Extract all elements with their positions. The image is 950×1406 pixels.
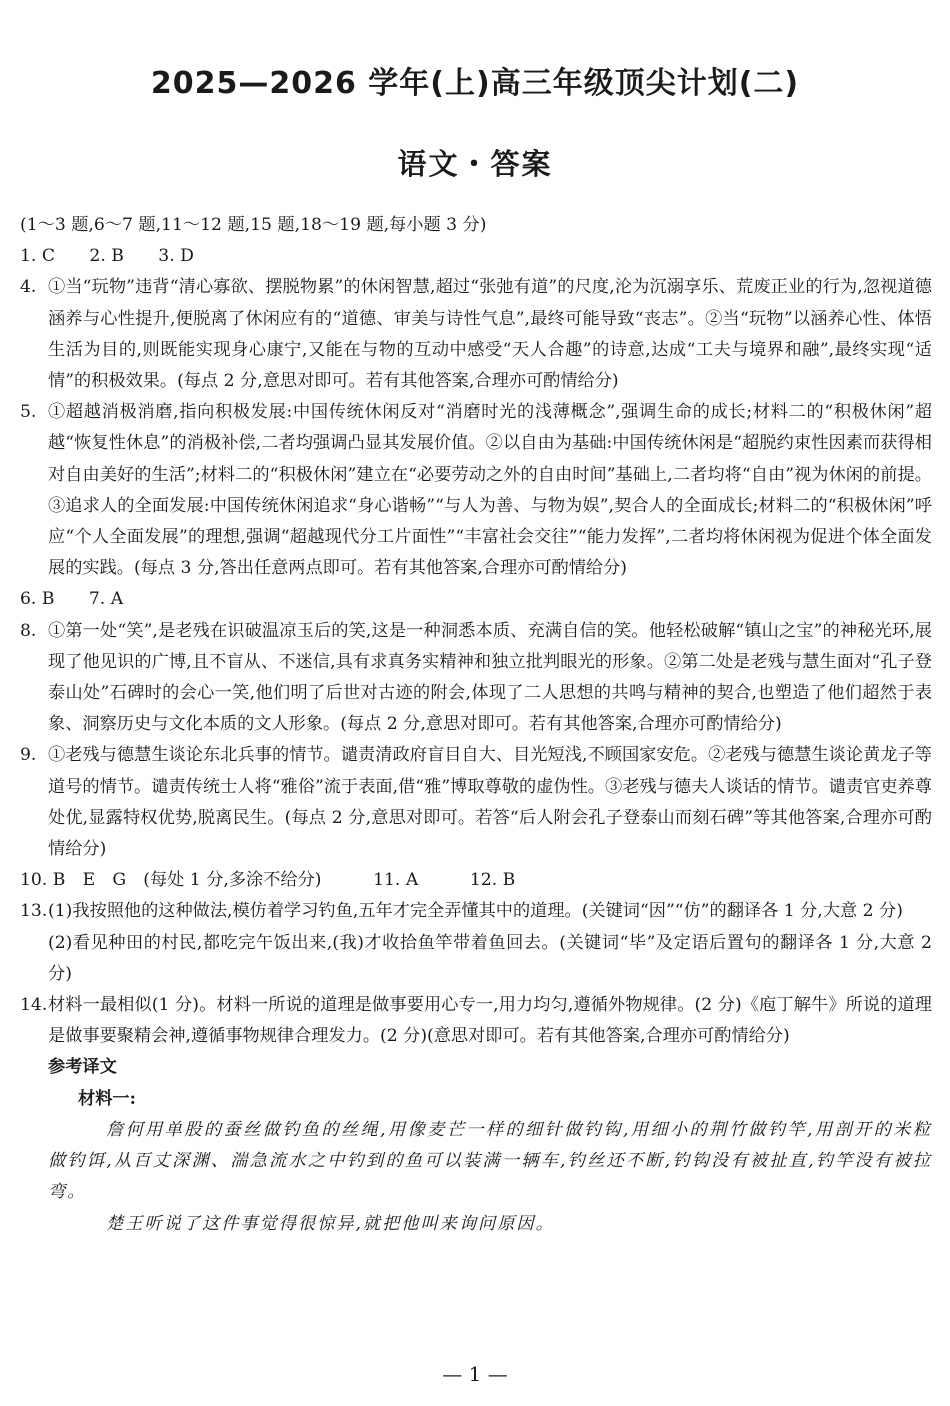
- question-number: 13.: [20, 901, 48, 922]
- answer-q9: [20, 740, 932, 865]
- answer-text: ①超越消极消磨,指向积极发展:中国传统休闲反对“消磨时光的浅薄概念”,强调生命的成长;材料二的“积极休闲”超越“恢复性休息”的消极补偿,二者均强调凸显其发展价值。②以自由为基础:中国传统休闲是“超脱约束性因素而获得相对自由美好的生活”;材料二的“积极休闲”建立在“必要劳动之外的自由时间”基础上,二者均将“自由”视为休闲的前提。③追求人的全面发展:中国传统休闲追求“身心谐畅”“与人为善、与物为娱”,契合人的全面成长;材料二的“积极休闲”呼应“个人全面发展”的理想,强调“超越现代分工片面性”“丰富社会交往”“能力发挥”,二者均将休闲视为促进个体全面发展的实践。(每点 3 分,答出任意两点即可。若有其他答案,合理亦可酌情给分): [48, 402, 932, 579]
- answer-q13-part1: (1)我按照他的这种做法,模仿着学习钓鱼,五年才完全弄懂其中的道理。(关键词“因”“仿”的翻译各 1 分,大意 2 分): [48, 901, 903, 922]
- answer-text: ①当“玩物”违背“清心寡欲、摆脱物累”的休闲智慧,超过“张弛有道”的尺度,沦为沉溺享乐、荒废正业的行为,忽视道德涵养与心性提升,便脱离了休闲应有的“道德、审美与诗性气息”,最终可能导致“丧志”。②当“玩物”以涵养心性、体悟生活为目的,则既能实现身心康宁,又能在与物的互动中感受“天人合趣”的诗意,达成“工夫与境界和融”,最终实现“适情”的积极效果。(每点 2 分,意思对即可。若有其他答案,合理亦可酌情给分): [48, 277, 932, 392]
- question-number: 9.: [20, 745, 37, 766]
- translation-material-label: 材料一:: [78, 1088, 136, 1109]
- score-note: (1～3 题,6～7 题,11～12 题,15 题,18～19 题,每小题 3 分): [20, 215, 487, 235]
- translation-paragraph: 詹何用单股的蚕丝做钓鱼的丝绳,用像麦芒一样的细针做钓钩,用细小的荆竹做钓竿,用剖开的米粒做钓饵,从百丈深渊、湍急流水之中钓到的鱼可以装满一辆车,钓丝还不断,钓钩没有被扯直,钓竿没有被拉弯。: [48, 1119, 932, 1203]
- answer-text: 材料一最相似(1 分)。材料一所说的道理是做事要用心专一,用力均匀,遵循外物规律。(2 分)《庖丁解牛》所说的道理是做事要聚精会神,遵循事物规律合理发力。(2 分)(意思对即可。若有其他答案,合理亦可酌情给分): [48, 995, 932, 1047]
- page-title: 2025—2026 学年(上)高三年级顶尖计划(二): [150, 66, 800, 101]
- answer-q13: [20, 896, 932, 990]
- answer-q4: [20, 272, 932, 397]
- answer-q8: [20, 616, 932, 741]
- answer-text: ①第一处“笑”,是老残在识破温凉玉后的笑,这是一种洞悉本质、充满自信的笑。他轻松破解“镇山之宝”的神秘光环,展现了他见识的广博,且不盲从、不迷信,具有求真务实精神和独立批判眼光的形象。②第二处是老残与慧生面对“孔子登泰山处”石碑时的会心一笑,他们明了后世对古迹的附会,体现了二人思想的共鸣与精神的契合,也塑造了他们超然于表象、洞察历史与文化本质的文人形象。(每点 2 分,意思对即可。若有其他答案,合理亦可酌情给分): [48, 620, 932, 735]
- answer-content: [20, 210, 932, 1240]
- page-subtitle: 语文・答案: [397, 147, 553, 181]
- answer-q1-3: 1. C 2. B 3. D: [20, 246, 194, 267]
- translation-heading: 参考译文: [48, 1057, 117, 1078]
- question-number: 14.: [20, 995, 48, 1016]
- answer-q10-12: 10. B E G (每处 1 分,多涂不给分) 11. A 12. B: [20, 870, 516, 891]
- answer-q5: [20, 397, 932, 584]
- question-number: 4.: [20, 277, 37, 298]
- question-number: 5.: [20, 402, 37, 423]
- answer-q14: [20, 990, 932, 1052]
- answer-text: ①老残与德慧生谈论东北兵事的情节。谴责清政府盲目自大、目光短浅,不顾国家安危。②老残与德慧生谈论黄龙子等道号的情节。谴责传统士人将“雅俗”流于表面,借“雅”博取尊敬的虚伪性。③老残与德夫人谈话的情节。谴责官吏养尊处优,显露特权优势,脱离民生。(每点 2 分,意思对即可。若答“后人附会孔子登泰山而刻石碑”等其他答案,合理亦可酌情给分): [48, 745, 932, 860]
- answer-q6-7: 6. B 7. A: [20, 589, 124, 610]
- question-number: 8.: [20, 620, 37, 641]
- answer-q13-part2: (2)看见种田的村民,都吃完午饭出来,(我)才收拾鱼竿带着鱼回去。(关键词“毕”及定语后置句的翻译各 1 分,大意 2 分): [48, 932, 932, 984]
- translation-paragraph: 楚王听说了这件事觉得很惊异,就把他叫来询问原因。: [106, 1213, 555, 1234]
- page-number: — 1 —: [442, 1362, 508, 1386]
